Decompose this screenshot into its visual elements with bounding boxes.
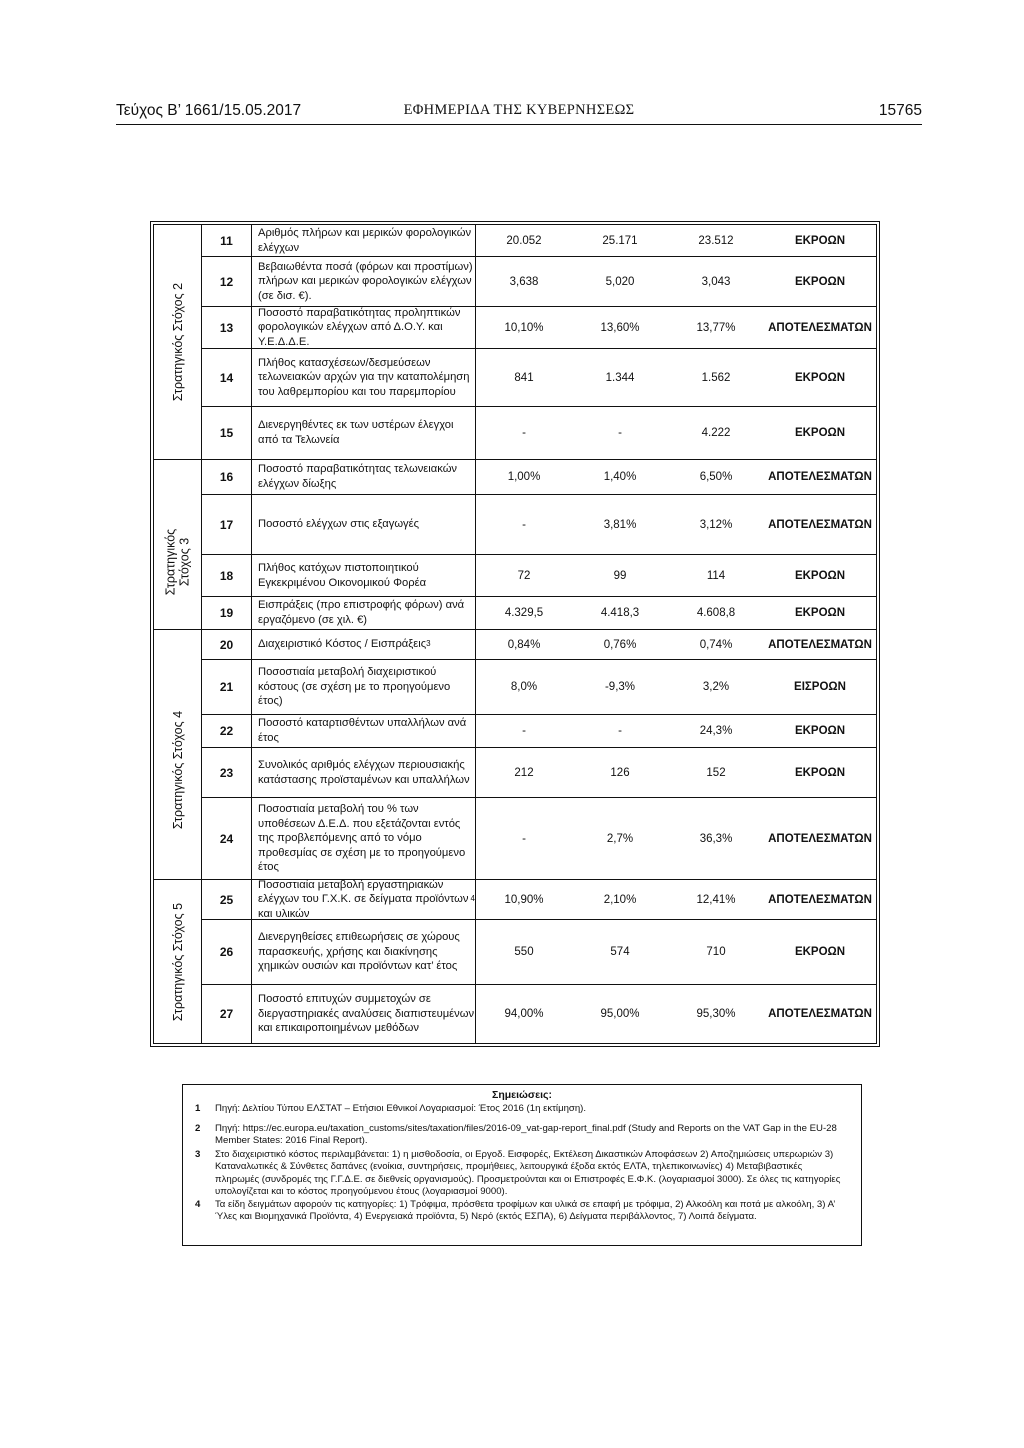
goal-2-label: Στρατηγικός Στόχος 2 bbox=[170, 282, 185, 402]
value-2015: 574 bbox=[610, 946, 630, 958]
row-description: Ποσοστό παραβατικότητας προληπτικών φορολογικών ελέγχων από Δ.Ο.Υ. και Υ.Ε.Δ.Δ.Ε. bbox=[252, 307, 476, 348]
table-row bbox=[202, 630, 876, 660]
note-number: 1 bbox=[195, 1103, 201, 1114]
row-number: 11 bbox=[202, 225, 252, 256]
indicator-type: ΕΚΡΟΩΝ bbox=[794, 569, 846, 582]
row-description: Ποσοστό επιτυχών συμμετοχών σε διεργαστηριακές αναλύσεις διαπιστευμένων και επικαιροποιημένων μεθόδων bbox=[252, 985, 476, 1043]
value-2015: 0,76% bbox=[603, 638, 637, 651]
value-2014: 20.052 bbox=[506, 234, 542, 247]
indicator-type: ΑΠΟΤΕΛΕΣΜΑΤΩΝ bbox=[768, 321, 872, 334]
value-2015: 5,020 bbox=[605, 275, 635, 288]
table-row bbox=[202, 257, 876, 307]
value-2014: 1,00% bbox=[507, 471, 541, 483]
row-description: Ποσοστό καταρτισθέντων υπαλλήλων ανά έτος bbox=[252, 715, 476, 747]
row-description: Πλήθος κατασχέσεων/δεσμεύσεων τελωνειακών αρχών για την καταπολέμηση του λαθρεμπορίου και του παρεμπορίου bbox=[252, 349, 476, 406]
row-description: Βεβαιωθέντα ποσά (φόρων και προστίμων) πλήρων και μερικών φορολογικών ελέγχων (σε δισ. €). bbox=[252, 257, 476, 306]
value-2015: - bbox=[618, 427, 622, 439]
value-2016: 95,30% bbox=[696, 1008, 736, 1020]
indicator-type: ΑΠΟΤΕΛΕΣΜΑΤΩΝ bbox=[768, 893, 872, 906]
value-2016: 36,3% bbox=[699, 832, 733, 845]
row-description: Αριθμός πλήρων και μερικών φορολογικών ελέγχων bbox=[252, 225, 476, 256]
row-description: Εισπράξεις (προ επιστροφής φόρων) ανά εργαζόμενο (σε χιλ. €) bbox=[252, 597, 476, 629]
row-number: 21 bbox=[202, 660, 252, 714]
row-description: Ποσοστιαία μεταβολή διαχειριστικού κόστους (σε σχέση με το προηγούμενο έτος) bbox=[252, 660, 476, 714]
table-row bbox=[202, 597, 876, 630]
indicator-type: ΕΚΡΟΩΝ bbox=[794, 275, 846, 288]
indicator-type: ΕΚΡΟΩΝ bbox=[794, 725, 846, 737]
row-description bbox=[252, 630, 476, 659]
value-2015: 3,81% bbox=[603, 518, 637, 531]
footnote-ref: 3 bbox=[426, 639, 431, 649]
row-description: Συνολικός αριθμός ελέγχων περιουσιακής κατάστασης προϊσταμένων και υπαλλήλων bbox=[252, 748, 476, 797]
table-row bbox=[202, 307, 876, 349]
note-number: 3 bbox=[195, 1149, 201, 1160]
value-2016: 13,77% bbox=[696, 321, 736, 334]
row-description: Διενεργηθείσες επιθεωρήσεις σε χώρους παρασκευής, χρήσης και διακίνησης χημικών ουσιών και προϊόντων κατ’ έτος bbox=[252, 920, 476, 984]
goal-2-spacer bbox=[154, 460, 202, 495]
value-2016: 3,043 bbox=[701, 275, 731, 288]
row-description: Διενεργηθέντες εκ των υστέρων έλεγχοι από τα Τελωνεία bbox=[252, 407, 476, 459]
note-item bbox=[195, 1149, 845, 1199]
table-row bbox=[202, 985, 876, 1043]
note-number: 4 bbox=[195, 1199, 201, 1210]
value-2014: 550 bbox=[514, 946, 534, 958]
table-row bbox=[202, 715, 876, 748]
value-2014: 212 bbox=[514, 766, 534, 779]
row-number: 12 bbox=[202, 257, 252, 306]
row-number: 16 bbox=[202, 460, 252, 494]
indicator-type: ΕΚΡΟΩΝ bbox=[794, 766, 846, 779]
value-2014: 0,84% bbox=[507, 638, 541, 651]
goal-4-cell bbox=[154, 660, 202, 880]
table-row bbox=[202, 555, 876, 597]
goal-3-cell bbox=[154, 495, 202, 630]
indicator-type: ΕΚΡΟΩΝ bbox=[794, 234, 846, 247]
table-row bbox=[202, 225, 876, 257]
table-row bbox=[202, 407, 876, 460]
value-2016: 710 bbox=[706, 946, 726, 958]
gazette-title: ΕΦΗΜΕΡΙΔΑ ΤΗΣ ΚΥΒΕΡΝΗΣΕΩΣ bbox=[403, 102, 635, 118]
row-number: 18 bbox=[202, 555, 252, 596]
row-number: 26 bbox=[202, 920, 252, 984]
value-2014: 10,90% bbox=[504, 893, 544, 906]
value-2016: 3,12% bbox=[699, 518, 733, 531]
indicator-type: ΑΠΟΤΕΛΕΣΜΑΤΩΝ bbox=[768, 471, 872, 483]
footnote-ref: 4 bbox=[470, 894, 475, 904]
value-2015: 1.344 bbox=[605, 371, 635, 384]
page-header bbox=[116, 102, 922, 126]
row-number: 15 bbox=[202, 407, 252, 459]
indicator-type: ΕΙΣΡΟΩΝ bbox=[794, 681, 846, 693]
value-2014: - bbox=[522, 725, 526, 737]
row-number: 22 bbox=[202, 715, 252, 747]
goal-3-spacer bbox=[154, 630, 202, 660]
row-description-text: Ποσοστιαία μεταβολή εργαστηριακών ελέγχων του Γ.Χ.Κ. σε δείγματα προϊόντων και υλικών bbox=[258, 878, 469, 920]
value-2016: 24,3% bbox=[699, 725, 733, 737]
indicator-type: ΑΠΟΤΕΛΕΣΜΑΤΩΝ bbox=[768, 518, 872, 531]
indicator-type: ΕΚΡΟΩΝ bbox=[794, 427, 846, 439]
indicator-type: ΕΚΡΟΩΝ bbox=[794, 371, 846, 384]
table-row bbox=[202, 349, 876, 407]
value-2016: 12,41% bbox=[696, 893, 736, 906]
value-2014: - bbox=[522, 518, 526, 531]
row-description: Ποσοστό παραβατικότητας τελωνειακών ελέγχων δίωξης bbox=[252, 460, 476, 494]
note-text: Τα είδη δειγμάτων αφορούν τις κατηγορίες: 1) Τρόφιμα, πρόσθετα τροφίμων και υλικά σε επαφή με τρόφιμα, 2) Αλκοόλη και ποτά με αλκοόλη, 3) Α’ Ύλες και Βιομηχανικά Προϊόντα, 4) Ενεργειακά προϊόντα, 5) Νερό (εκτός ΕΣΠΑ), 6) Δείγματα περιβάλλοντος, 7) Λοιπά δείγματα. bbox=[215, 1199, 836, 1223]
indicator-type: ΑΠΟΤΕΛΕΣΜΑΤΩΝ bbox=[768, 638, 872, 651]
goal-4-label: Στρατηγικός Στόχος 4 bbox=[170, 710, 185, 829]
table-row bbox=[202, 748, 876, 798]
note-text: Πηγή: Δελτίου Τύπου ΕΛΣΤΑΤ – Ετήσιοι Εθνικοί Λογαριασμοί: Έτος 2016 (1η εκτίμηση). bbox=[215, 1103, 587, 1114]
value-2015: 126 bbox=[610, 766, 630, 779]
row-number: 23 bbox=[202, 748, 252, 797]
notes-title: Σημειώσεις: bbox=[492, 1089, 552, 1101]
indicator-type: ΑΠΟΤΕΛΕΣΜΑΤΩΝ bbox=[768, 1008, 872, 1020]
value-2014: 10,10% bbox=[504, 321, 544, 334]
indicators-table bbox=[153, 224, 877, 1044]
value-2015: 2,10% bbox=[603, 893, 637, 906]
row-number: 20 bbox=[202, 630, 252, 659]
row-description-text: Διαχειριστικό Κόστος / Εισπράξεις bbox=[258, 638, 427, 651]
row-description bbox=[252, 880, 476, 919]
note-text: Στο διαχειριστικό κόστος περιλαμβάνεται: 1) η μισθοδοσία, οι Εργοδ. Εισφορές, Εκτέλεση Δικαστικών Αποφάσεων 2) Αποζημιώσεις υπερωριών 3) Καταναλωτικές & Σύνθετες δαπάνες (ενοίκια, συντηρήσεις, προμήθειες, λειτουργικά έξοδα εκτός ΕΛΤΑ, τηλεπικοινωνίες) 4) Μεταβιβαστικές πληρωμές (συνδρομές της Γ.Γ.Δ.Ε. σε διεθνείς οργανισμούς). Προσμετρούνται και οι Επιστροφές Ε.Φ.Κ. (λογαριασμοί 3000). Σε όλες τις κατηγορίες υπολογίζεται και το κόστος προηγούμενου έτους (λογαριασμοί 9000). bbox=[215, 1149, 841, 1198]
goal-5-cell bbox=[154, 880, 202, 1043]
table-row bbox=[202, 460, 876, 495]
note-text: Πηγή: https://ec.europa.eu/taxation_customs/sites/taxation/files/2016-09_vat-gap-report_final.pdf (Study and Reports on the VAT Gap in the EU-28 Member States: 2016 Final Report). bbox=[215, 1123, 837, 1147]
value-2015: -9,3% bbox=[604, 681, 636, 693]
value-2015: 95,00% bbox=[600, 1008, 640, 1020]
note-item bbox=[195, 1199, 845, 1224]
row-number: 24 bbox=[202, 798, 252, 879]
value-2016: 4.608,8 bbox=[696, 607, 736, 619]
indicator-type: ΕΚΡΟΩΝ bbox=[794, 946, 846, 958]
table-row bbox=[202, 798, 876, 880]
row-description: Ποσοστιαία μεταβολή του % των υποθέσεων Δ.Ε.Δ. που εξετάζονται εντός της προβλεπόμενης από το νόμο προθεσμίας σε σχέση με το προηγούμενο έτος bbox=[252, 798, 476, 879]
note-item bbox=[195, 1123, 845, 1148]
value-2016: 1.562 bbox=[701, 371, 731, 384]
indicator-type: ΑΠΟΤΕΛΕΣΜΑΤΩΝ bbox=[768, 832, 872, 845]
value-2015: 99 bbox=[613, 569, 627, 582]
row-description: Πλήθος κατόχων πιστοποιητικού Εγκεκριμένου Οικονομικού Φορέα bbox=[252, 555, 476, 596]
value-2016: 152 bbox=[706, 766, 726, 779]
value-2014: - bbox=[522, 427, 526, 439]
note-number: 2 bbox=[195, 1123, 201, 1134]
value-2015: 1,40% bbox=[603, 471, 637, 483]
value-2014: 72 bbox=[517, 569, 531, 582]
note-item bbox=[195, 1103, 845, 1115]
value-2014: 8,0% bbox=[510, 681, 538, 693]
header-divider bbox=[116, 124, 922, 125]
issue-label: Τεύχος Β’ 1661/15.05.2017 bbox=[116, 102, 302, 119]
value-2014: 3,638 bbox=[509, 275, 539, 288]
goal-3-label: Στρατηγικός Στόχος 3 bbox=[163, 528, 192, 596]
table-row bbox=[202, 660, 876, 715]
value-2016: 3,2% bbox=[702, 681, 730, 693]
value-2016: 4.222 bbox=[701, 427, 731, 439]
goal-5-label: Στρατηγικός Στόχος 5 bbox=[170, 902, 185, 1021]
row-description: Ποσοστό ελέγχων στις εξαγωγές bbox=[252, 495, 476, 554]
row-number: 17 bbox=[202, 495, 252, 554]
value-2016: 114 bbox=[706, 569, 726, 582]
value-2016: 0,74% bbox=[699, 638, 733, 651]
value-2016: 6,50% bbox=[699, 471, 733, 483]
value-2015: - bbox=[618, 725, 622, 737]
row-number: 19 bbox=[202, 597, 252, 629]
value-2016: 23.512 bbox=[698, 234, 734, 247]
notes-box bbox=[182, 1084, 862, 1246]
value-2015: 13,60% bbox=[600, 321, 640, 334]
value-2014: 841 bbox=[514, 371, 534, 384]
indicator-type: ΕΚΡΟΩΝ bbox=[794, 607, 846, 619]
goal-2-cell bbox=[154, 225, 202, 460]
value-2014: 94,00% bbox=[504, 1008, 544, 1020]
table-row bbox=[202, 880, 876, 920]
value-2014: 4.329,5 bbox=[504, 607, 544, 619]
value-2014: - bbox=[522, 832, 526, 845]
row-number: 14 bbox=[202, 349, 252, 406]
page-number: 15765 bbox=[878, 102, 922, 119]
value-2015: 2,7% bbox=[606, 832, 634, 845]
table-row bbox=[202, 920, 876, 985]
row-number: 13 bbox=[202, 307, 252, 348]
table-row bbox=[202, 495, 876, 555]
row-number: 25 bbox=[202, 880, 252, 919]
row-number: 27 bbox=[202, 985, 252, 1043]
value-2015: 4.418,3 bbox=[600, 607, 640, 619]
value-2015: 25.171 bbox=[602, 234, 638, 247]
